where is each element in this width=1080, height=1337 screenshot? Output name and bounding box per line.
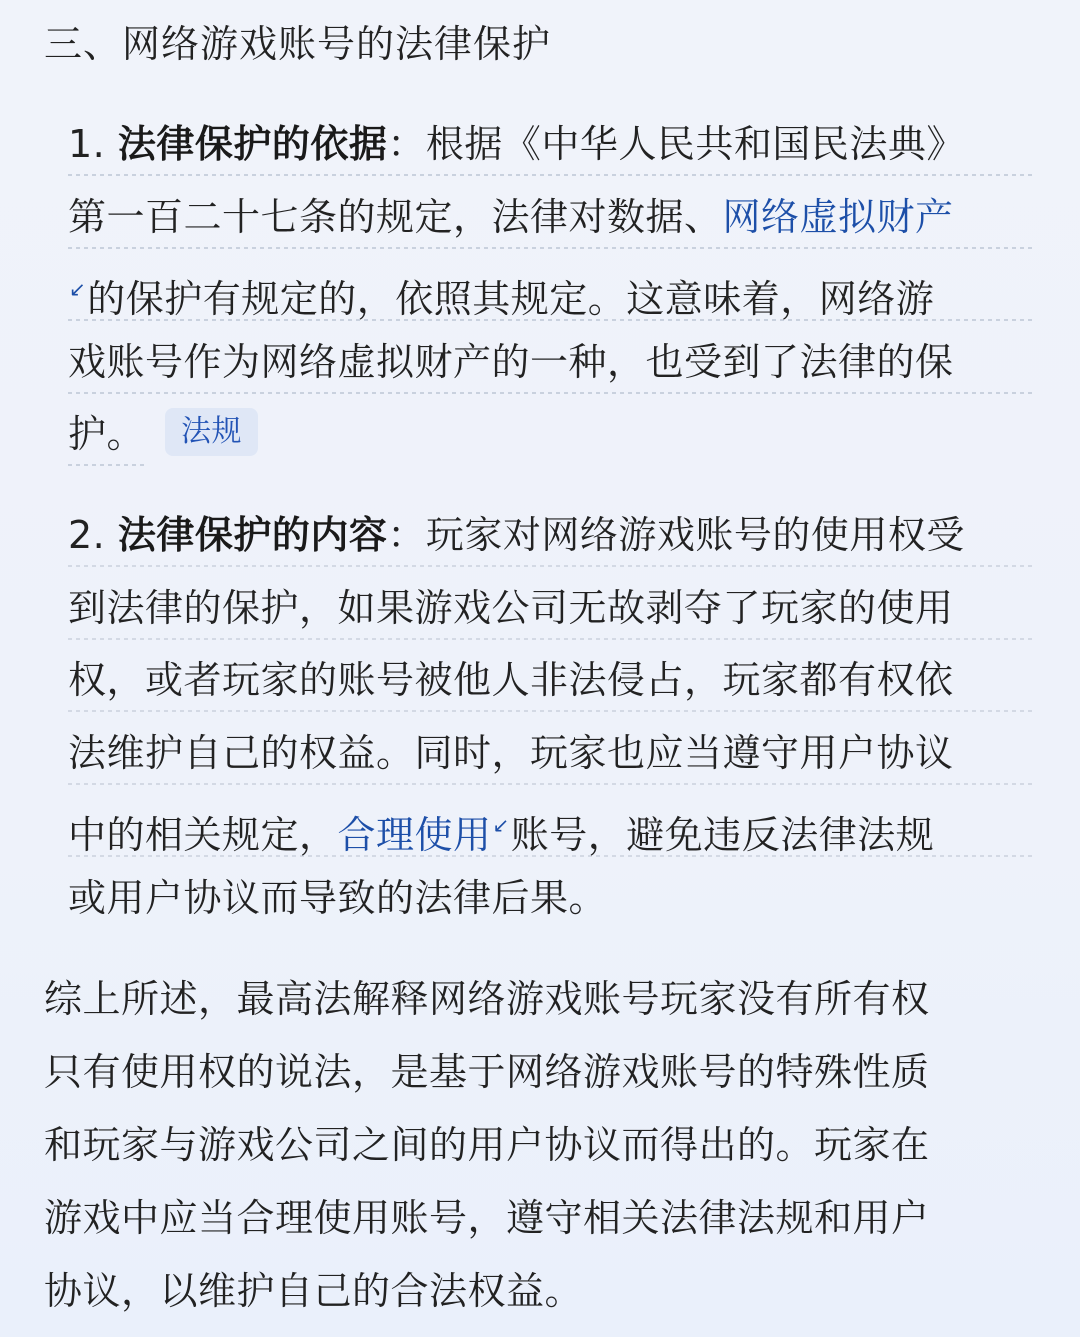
item2-text-1: 玩家对网络游戏账号的使用权受	[425, 513, 965, 557]
item2-number: 2.	[68, 513, 106, 557]
reasonable-use-link[interactable]: 合理使用	[337, 813, 492, 858]
item1-text-2: 第一百二十七条的规定，法律对数据、	[68, 194, 723, 239]
item1-text-3: 的保护有规定的，依照其规定。这意味着，网络游	[87, 277, 935, 322]
regulation-badge[interactable]: 法规	[165, 408, 258, 456]
item2-text-2: 到法律的保护，如果游戏公司无故剥夺了玩家的使用	[68, 585, 954, 630]
item2-text-3: 权，或者玩家的账号被他人非法侵占，玩家都有权依	[68, 658, 954, 703]
item1-line-4	[68, 326, 1034, 399]
item1-text-5: 护。	[68, 412, 146, 457]
summary-line: 只有使用权的说法，是基于网络游戏账号的特殊性质	[44, 1050, 930, 1094]
item2-line-5	[68, 789, 1034, 862]
item1-text-1: 根据《中华人民共和国民法典》	[425, 122, 965, 166]
item1-text-4: 戏账号作为网络虚拟财产的一种，也受到了法律的保	[68, 339, 954, 384]
list-item-legal-basis	[68, 108, 1034, 471]
item2-title: 法律保护的内容	[117, 513, 388, 557]
item2-text-5b: 账号，避免违反法律法规	[510, 813, 935, 858]
virtual-property-link[interactable]: 网络虚拟财产	[722, 194, 954, 239]
link-arrow-icon[interactable]: ↙	[492, 813, 510, 838]
summary-line: 综上所述，最高法解释网络游戏账号玩家没有所有权	[44, 977, 930, 1021]
item2-text-5a: 中的相关规定，	[68, 813, 338, 858]
section-heading: 三、网络游戏账号的法律保护	[44, 22, 552, 66]
item1-line-5	[68, 398, 145, 471]
item1-line-1	[68, 108, 1034, 181]
item2-line-2	[68, 572, 1034, 645]
summary-line: 游戏中应当合理使用账号，遵守相关法律法规和用户	[44, 1196, 930, 1240]
item2-line-1	[68, 499, 1034, 572]
item2-colon: ：	[387, 513, 426, 557]
item2-line-3	[68, 644, 1034, 717]
item1-number: 1.	[68, 122, 106, 166]
summary-line: 和玩家与游戏公司之间的用户协议而得出的。玩家在	[44, 1123, 930, 1167]
item1-line-2	[68, 181, 1034, 254]
list-item-legal-content	[68, 499, 1034, 935]
summary-line: 协议，以维护自己的合法权益。	[44, 1269, 584, 1313]
item1-colon: ：	[387, 122, 426, 166]
link-arrow-icon[interactable]: ↙	[69, 277, 87, 302]
item2-line-4	[68, 717, 1034, 790]
item2-text-4: 法维护自己的权益。同时，玩家也应当遵守用户协议	[68, 730, 954, 775]
item2-text-6: 或用户协议而导致的法律后果。	[68, 875, 608, 920]
item2-line-6	[68, 862, 1034, 935]
item1-line-3	[68, 253, 1034, 326]
item1-title: 法律保护的依据	[117, 122, 388, 166]
summary-paragraph	[44, 963, 1034, 1328]
